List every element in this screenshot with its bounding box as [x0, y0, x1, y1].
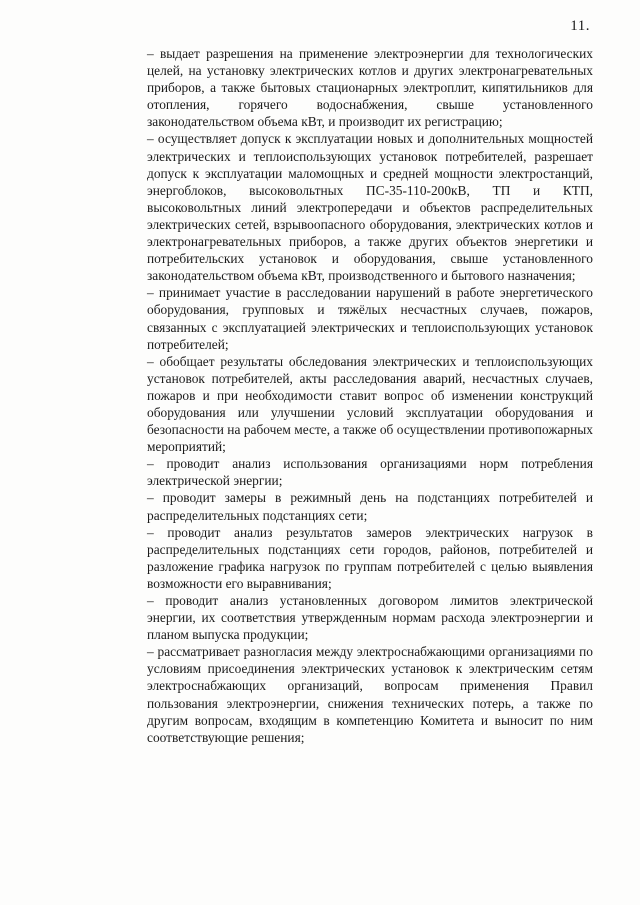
page-number: 11.	[570, 18, 590, 34]
paragraph-load-analysis: – проводит анализ результатов замеров электрических нагрузок в распределительных подстанциях сети городов, районов, потребителей и разложение графика нагрузок по группам потребителей с целью выявления возможности его выравнивания;	[147, 524, 593, 591]
paragraph-generalization: – обобщает результаты обследования электрических и теплоиспользующих установок потребителей, акты расследования аварий, несчастных случаев, пожаров и при необходимости ставит вопрос об изменении конструкций оборудования или улучшении условий эксплуатации оборудования и безопасности на рабочем месте, а также об осуществлении противопожарных мероприятий;	[147, 353, 593, 455]
paragraph-limits-analysis: – проводит анализ установленных договором лимитов электрической энергии, их соответствия утвержденным нормам расхода электроэнергии и планом выпуска продукции;	[147, 593, 593, 643]
paragraph-disputes: – рассматривает разногласия между электроснабжающими организациями по условиям присоединения электрических установок к электрическим сетям электроснабжающих организаций, вопросам применения Правил пользования электроэнергии, снижения технических потерь, а также по другим вопросам, входящим в компетенцию Комитета и выносит по ним соответствующие решения;	[147, 644, 593, 745]
paragraph-permits: – выдает разрешения на применение электроэнергии для технологических целей, на установку электрических котлов и других электронагревательных приборов, а также бытовых стационарных электроплит, кипятильников для отопления, горячего водоснабжения, свыше установленного законодательством объема кВт, и производит их регистрацию;	[147, 46, 593, 130]
paragraph-norms-analysis: – проводит анализ использования организациями норм потребления электрической энергии;	[147, 456, 593, 489]
paragraph-admission: – осуществляет допуск к эксплуатации новых и дополнительных мощностей электрических и теплоиспользующих установок потребителей, разрешает допуск к эксплуатации маломощных и средней мощности электростанций, энергоблоков, высоковольтных ПС-35-110-200кВ, ТП и КТП, высоковольтных линий электропередачи и объектов распределительных электрических сетей, взрывоопасного оборудования, электрических котлов и электронагревательных приборов, а также других объектов энергетики и потребительских установок и оборудования, свыше установленного законодательством объема кВт, производственного и бытового назначения;	[147, 131, 593, 284]
paragraph-measurements: – проводит замеры в режимный день на подстанциях потребителей и распределительных подстанциях сети;	[147, 490, 593, 523]
paragraph-investigation: – принимает участие в расследовании нарушений в работе энергетического оборудования, групповых и тяжёлых несчастных случаев, пожаров, связанных с эксплуатацией электрических и теплоиспользующих установок потребителей;	[147, 285, 593, 352]
page-body	[147, 45, 593, 746]
